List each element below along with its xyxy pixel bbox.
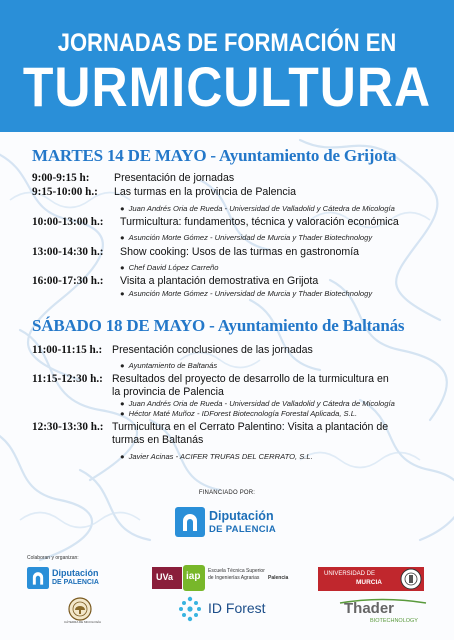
header-title-line2: TURMICULTURA — [22, 55, 432, 119]
session-time: 16:00-17:30 h.: — [32, 275, 104, 287]
session-time: 12:30-13:30 h.: — [32, 421, 104, 433]
murcia-line1: UNIVERSIDAD DE — [324, 571, 376, 577]
financing-label: FINANCIADO POR: — [198, 490, 256, 496]
session-time: 11:15-12:30 h.: — [32, 373, 103, 385]
bullet-icon: ● — [120, 233, 125, 242]
iap-logo — [183, 565, 205, 591]
day-title-martes: MARTES 14 DE MAYO - Ayuntamiento de Grijota — [32, 146, 397, 165]
molecule-icon — [176, 595, 204, 623]
session-desc: Show cooking: Usos de las turmas en gastronomía — [120, 246, 360, 258]
thader-label: Thader — [344, 600, 395, 617]
financing-logo-line2: DE PALENCIA — [209, 524, 276, 535]
session-desc: Las turmas en la provincia de Palencia — [114, 186, 296, 198]
murcia-seal-icon — [400, 568, 422, 590]
session-desc-cont: turmas en Baltanás — [112, 434, 204, 446]
speaker-text: Héctor Maté Muñoz - IDForest Biotecnología Forestal Aplicada, S.L. — [128, 409, 358, 418]
session-desc: Turmicultura en el Cerrato Palentino: Visita a plantación de — [112, 421, 389, 433]
header-banner — [0, 0, 454, 132]
organizer-diputacion-line2: DE PALENCIA — [52, 579, 99, 586]
universidad-murcia-logo — [318, 567, 424, 591]
catedra-micologia-logo — [64, 597, 102, 624]
thader-sub: BIOTECHNOLOGY — [370, 618, 418, 624]
speaker-text: Asunción Morte Gómez - Universidad de Murcia y Thader Biotechnology — [128, 233, 373, 242]
bullet-icon: ● — [120, 452, 125, 461]
session-desc: Turmicultura: fundamentos, técnica y valoración económica — [120, 216, 399, 228]
diputacion-icon — [175, 507, 205, 537]
speaker-text: Javier Acinas - ACIFER TRUFAS DEL CERRATO, S.L. — [128, 452, 313, 461]
speaker-line — [120, 289, 372, 298]
bullet-icon: ● — [120, 263, 125, 272]
seal-icon — [68, 597, 92, 621]
session-time: 10:00-13:00 h.: — [32, 216, 104, 228]
uva-label: UVa — [156, 572, 174, 582]
thader-logo — [338, 598, 428, 626]
speaker-text: Juan Andrés Oria de Rueda - Universidad de Valladolid y Cátedra de Micología — [128, 204, 395, 213]
speaker-line — [120, 452, 313, 461]
murcia-line2: MURCIA — [356, 579, 382, 586]
session-desc-cont: la provincia de Palencia — [112, 386, 224, 398]
catedra-label: CÁTEDRA DE MICOLOGÍA — [64, 620, 102, 624]
iap-label: iap — [186, 571, 201, 582]
speaker-line — [120, 263, 219, 272]
organizer-diputacion-line1: Diputación — [52, 568, 99, 578]
bullet-icon: ● — [120, 361, 125, 370]
speaker-line — [120, 361, 217, 370]
speaker-line — [120, 204, 395, 213]
etsiia-line1: Escuela Técnica Superior — [208, 568, 265, 574]
session-desc: Presentación conclusiones de las jornadas — [112, 344, 313, 356]
session-desc: Visita a plantación demostrativa en Grijota — [120, 275, 319, 287]
uva-logo — [152, 567, 182, 589]
session-desc: Presentación de jornadas — [114, 172, 235, 184]
bullet-icon: ● — [120, 409, 125, 418]
etsiia-city: Palencia — [268, 575, 289, 581]
session-desc: Resultados del proyecto de desarrollo de la turmicultura en — [112, 373, 389, 385]
bullet-icon: ● — [120, 204, 125, 213]
day-title-sabado: SÁBADO 18 DE MAYO - Ayuntamiento de Baltanás — [32, 316, 405, 335]
speaker-text: Asunción Morte Gómez - Universidad de Murcia y Thader Biotechnology — [128, 289, 373, 298]
speaker-line — [120, 399, 395, 408]
speaker-line — [120, 233, 372, 242]
bullet-icon: ● — [120, 289, 125, 298]
session-time: 11:00-11:15 h.: — [32, 344, 103, 356]
financing-logo-line1: Diputación — [209, 509, 274, 523]
session-time: 9:15-10:00 h.: — [32, 186, 98, 198]
session-time: 9:00-9:15 h: — [32, 172, 90, 184]
header-title-line1: JORNADAS DE FORMACIÓN EN — [57, 28, 397, 57]
speaker-line — [120, 409, 357, 418]
diputacion-logo-small — [27, 566, 117, 590]
speaker-text: Ayuntamiento de Baltanás — [128, 361, 218, 370]
idforest-label: ID Forest — [208, 600, 266, 616]
etsiia-line2: de Ingenierías Agrarias — [208, 575, 260, 581]
etsiia-logo — [208, 568, 293, 590]
diputacion-logo-main — [175, 505, 281, 539]
speaker-text: Juan Andrés Oria de Rueda - Universidad de Valladolid y Cátedra de Micología — [128, 399, 395, 408]
diputacion-icon — [27, 567, 49, 589]
idforest-logo — [176, 595, 291, 623]
session-time: 13:00-14:30 h.: — [32, 246, 104, 258]
bullet-icon: ● — [120, 399, 125, 408]
organizers-label: Colaboran y organizan: — [27, 555, 79, 561]
speaker-text: Chef David López Carreño — [128, 263, 219, 272]
